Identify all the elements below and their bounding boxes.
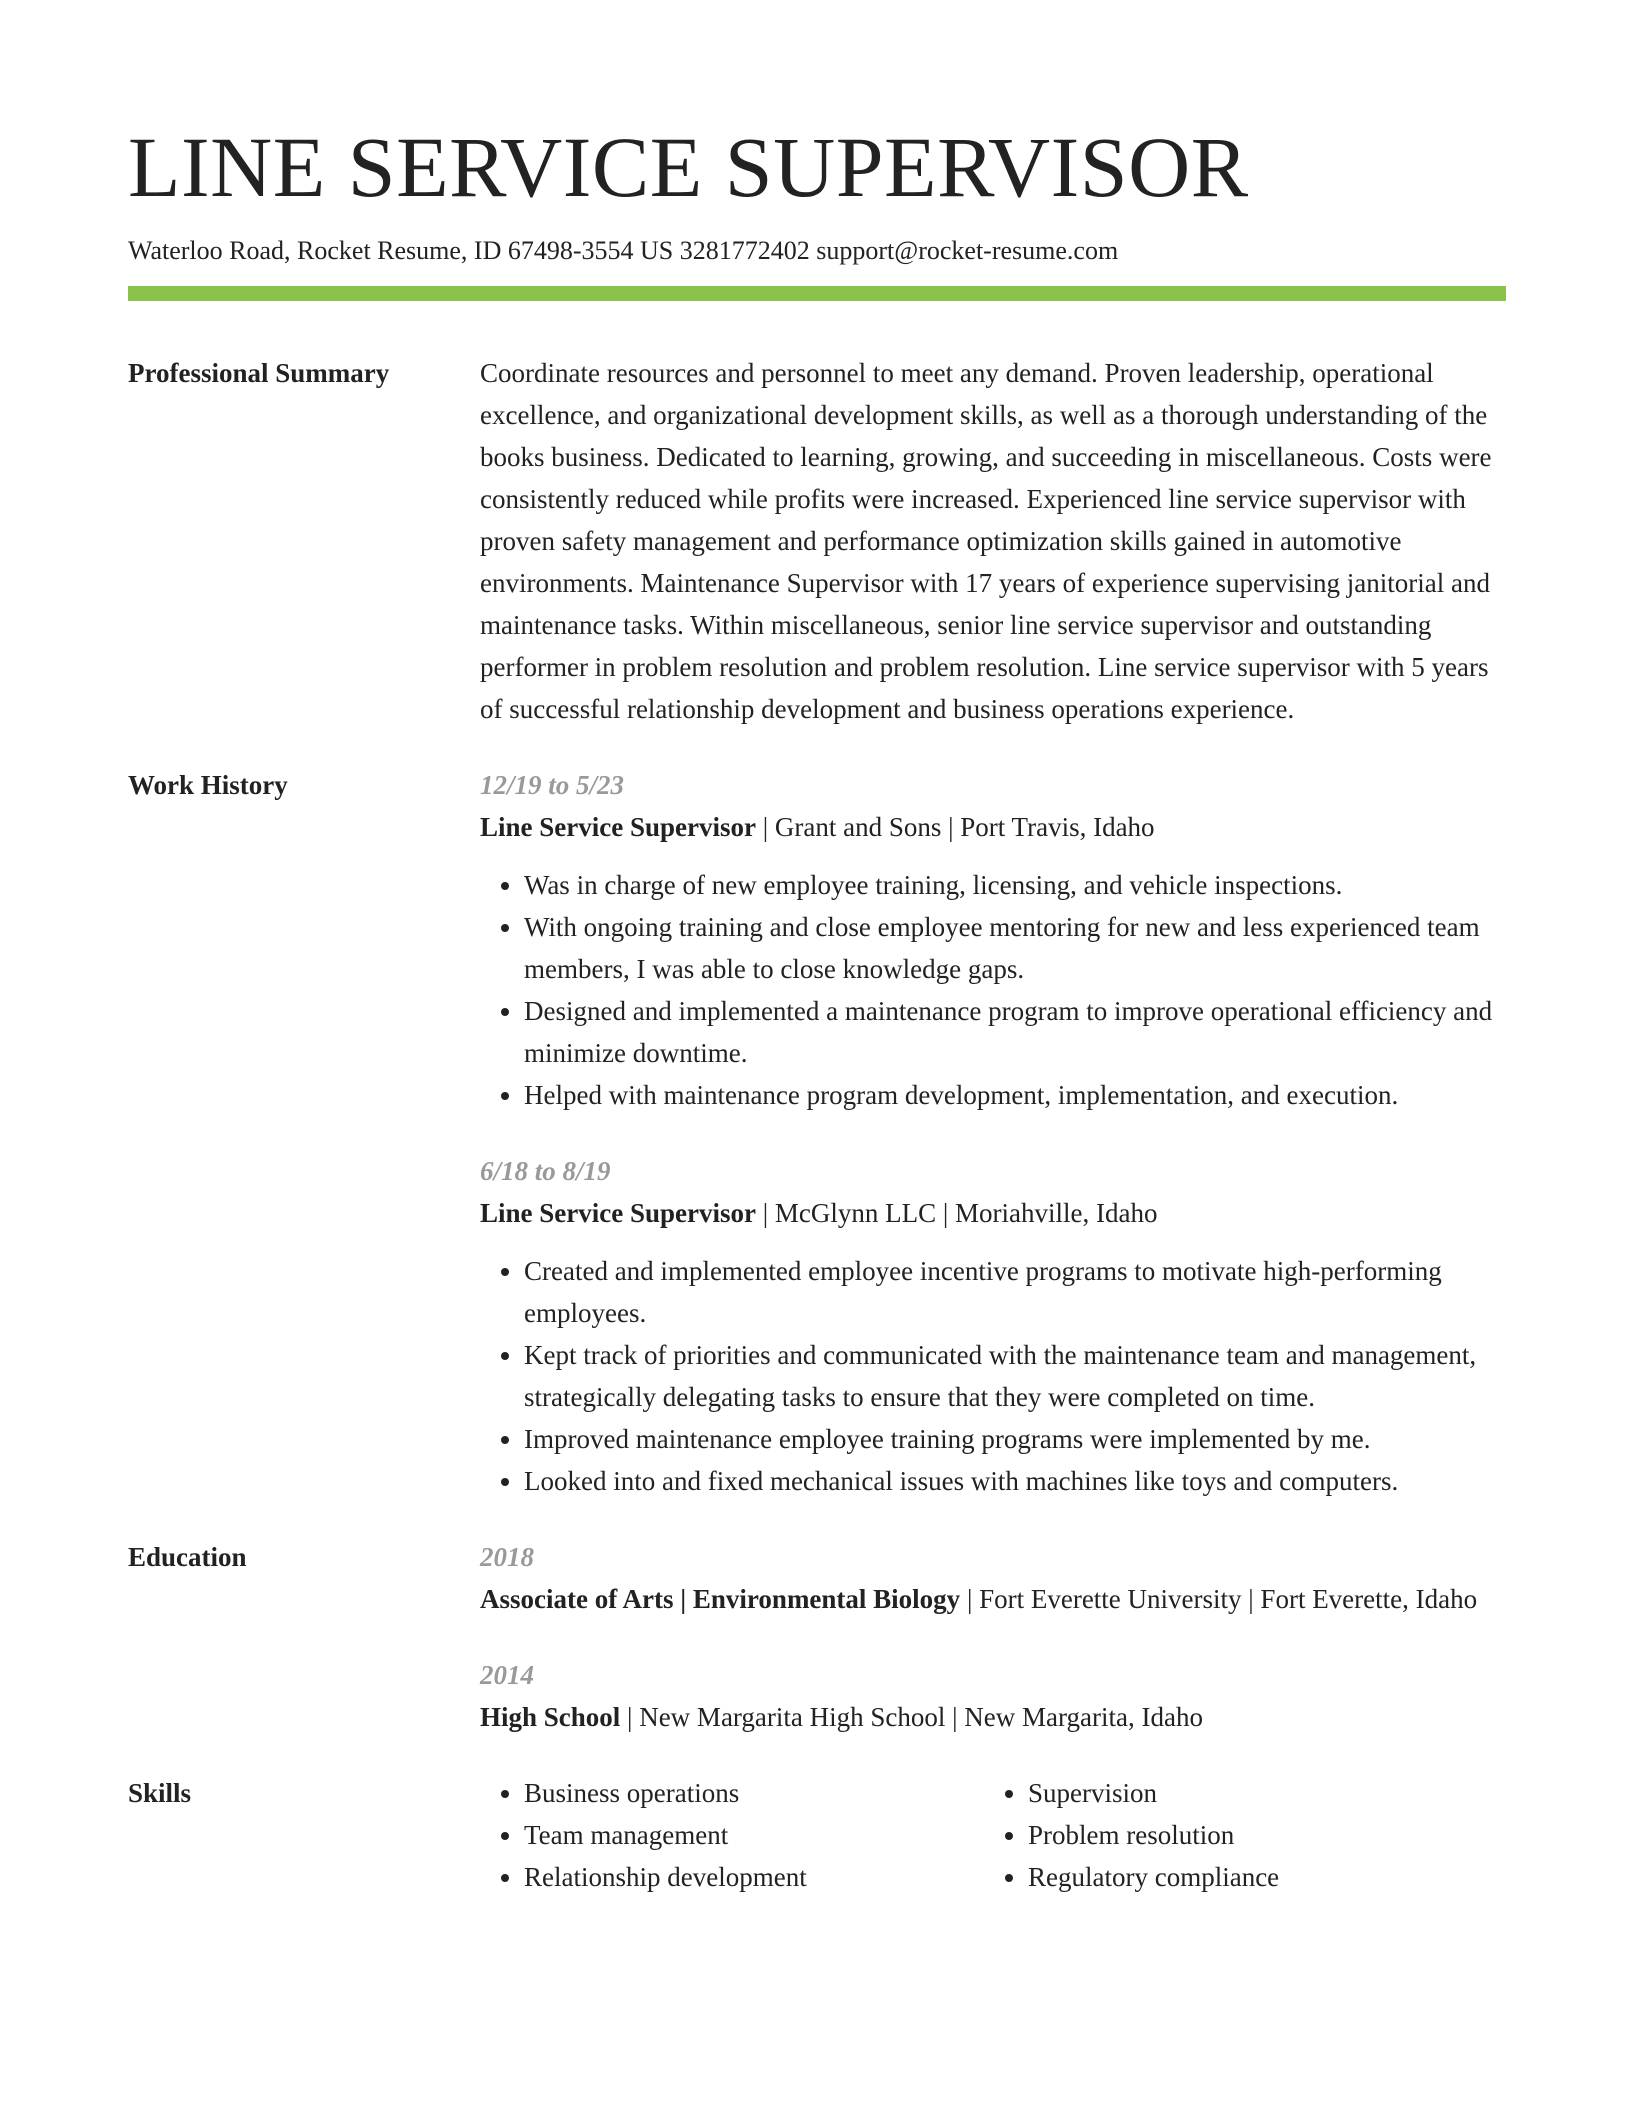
job-bullet: • Kept track of priorities and communicated with the maintenance team and management, strategically delegating tasks to ensure that they were completed on time.: [524, 1334, 1506, 1418]
education-line: [480, 1696, 1506, 1738]
skills-columns: [480, 1772, 1506, 1898]
job-bullet: • Improved maintenance employee training programs were implemented by me.: [524, 1418, 1506, 1460]
job-bullets: [480, 1250, 1506, 1502]
skill-item: • Regulatory compliance: [1028, 1856, 1488, 1898]
skill-item: • Business operations: [524, 1772, 984, 1814]
skill-item: • Team management: [524, 1814, 984, 1856]
job-role: Line Service Supervisor: [480, 1198, 756, 1228]
job-bullet: • With ongoing training and close employee mentoring for new and less experienced team members, I was able to close knowledge gaps.: [524, 906, 1506, 990]
summary-body: [480, 352, 1506, 730]
job-role-line: [480, 1192, 1506, 1234]
education-line: [480, 1578, 1506, 1620]
skill-item: • Supervision: [1028, 1772, 1488, 1814]
work-history-section: [128, 764, 1506, 1502]
education-degree: Associate of Arts | Environmental Biology: [480, 1584, 961, 1614]
skills-section: [128, 1772, 1506, 1898]
job-dates: 6/18 to 8/19: [480, 1156, 611, 1186]
contact-line: Waterloo Road, Rocket Resume, ID 67498-3554 US 3281772402 support@rocket-resume.com: [128, 236, 1119, 265]
work-history-body: [480, 764, 1506, 1502]
education-year: 2018: [480, 1542, 534, 1572]
job-entry: [480, 1150, 1506, 1502]
job-bullet: • Helped with maintenance program development, implementation, and execution.: [524, 1074, 1506, 1116]
job-entry: [480, 764, 1506, 1116]
skill-item: • Problem resolution: [1028, 1814, 1488, 1856]
job-bullet: • Created and implemented employee incentive programs to motivate high-performing employees.: [524, 1250, 1506, 1334]
job-details: | McGlynn LLC | Moriahville, Idaho: [755, 1198, 1158, 1228]
resume-title: LINE SERVICE SUPERVISOR: [128, 119, 1249, 215]
job-details: | Grant and Sons | Port Travis, Idaho: [755, 812, 1155, 842]
skills-list-right: [984, 1772, 1488, 1898]
skills-list-left: [480, 1772, 984, 1898]
job-bullet: • Designed and implemented a maintenance program to improve operational efficiency and minimize downtime.: [524, 990, 1506, 1074]
education-heading: Education: [128, 1542, 247, 1572]
job-dates: 12/19 to 5/23: [480, 770, 625, 800]
summary-heading: Professional Summary: [128, 358, 390, 388]
education-entry: [480, 1536, 1506, 1620]
work-history-heading: Work History: [128, 770, 288, 800]
education-degree: High School: [480, 1702, 621, 1732]
education-details: | Fort Everette University | Fort Everette, Idaho: [960, 1584, 1478, 1614]
skill-item: • Relationship development: [524, 1856, 984, 1898]
job-bullet: • Looked into and fixed mechanical issues with machines like toys and computers.: [524, 1460, 1506, 1502]
education-year: 2014: [480, 1660, 534, 1690]
summary-text: Coordinate resources and personnel to meet any demand. Proven leadership, operational excellence, and organizational development skills, as well as a thorough understanding of the books business. Dedicated to learning, growing, and succeeding in miscellaneous. Costs were consistently reduced while profits were increased. Experienced line service supervisor with proven safety management and performance optimization skills gained in automotive environments. Maintenance Supervisor with 17 years of experience supervising janitorial and maintenance tasks. Within miscellaneous, senior line service supervisor and outstanding performer in problem resolution and problem resolution. Line service supervisor with 5 years of successful relationship development and business operations experience.: [480, 358, 1492, 724]
job-bullet: • Was in charge of new employee training, licensing, and vehicle inspections.: [524, 864, 1506, 906]
resume-sections: [128, 352, 1506, 1932]
education-details: | New Margarita High School | New Margarita, Idaho: [620, 1702, 1203, 1732]
skills-heading: Skills: [128, 1778, 192, 1808]
education-section: [128, 1536, 1506, 1738]
header-divider: [128, 286, 1506, 301]
education-body: [480, 1536, 1506, 1738]
education-entry: [480, 1654, 1506, 1738]
summary-section: [128, 352, 1506, 730]
job-role-line: [480, 806, 1506, 848]
job-role: Line Service Supervisor: [480, 812, 756, 842]
job-bullets: [480, 864, 1506, 1116]
skills-body: [480, 1772, 1506, 1898]
